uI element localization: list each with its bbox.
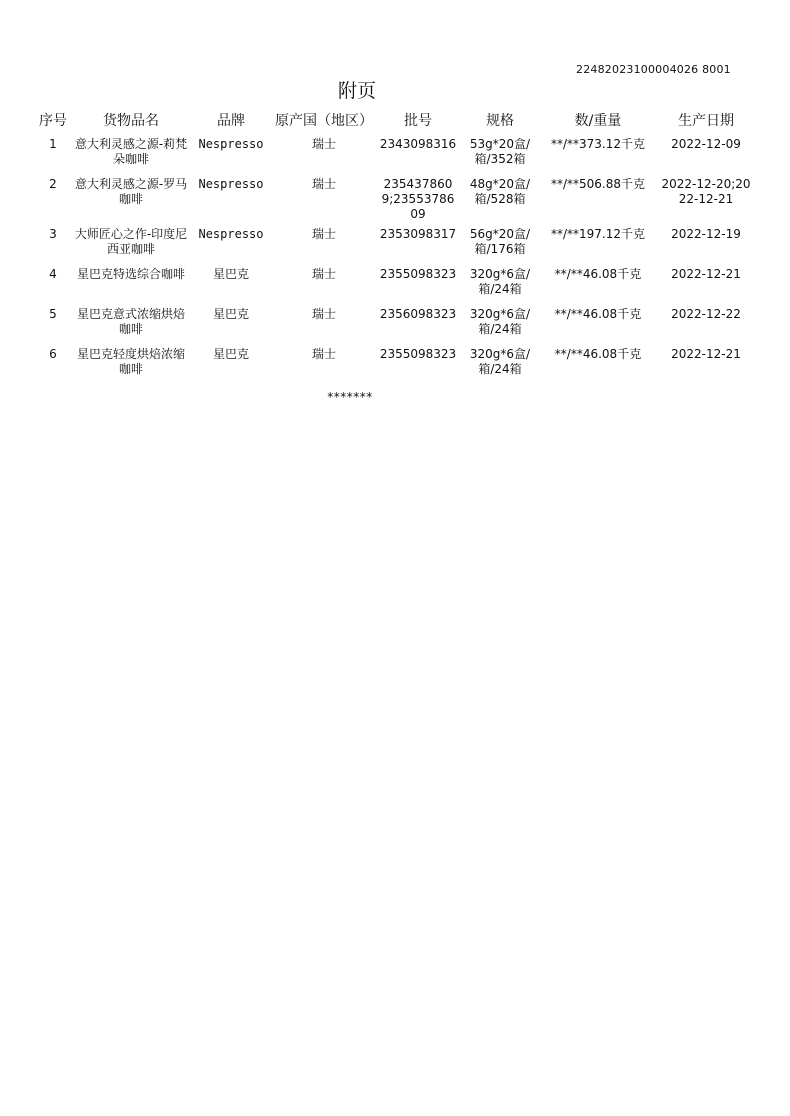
row-quantity: **/**197.12千克 (550, 227, 646, 241)
document-number: 22482023100004026 8001 (576, 63, 731, 76)
page-title: 附页 (337, 80, 376, 102)
row-origin: 瑞士 (311, 227, 336, 241)
table-row (34, 302, 756, 342)
row-production-date: 2022-12-21 (671, 267, 741, 281)
row-spec: 320g*6盒/箱/24箱 (469, 307, 531, 336)
row-goods-name: 大师匠心之作-印度尼西亚咖啡 (74, 227, 188, 256)
row-goods-name: 星巴克意式浓缩烘焙咖啡 (76, 307, 185, 336)
table-header-row (34, 108, 756, 132)
row-seq: 2 (49, 177, 57, 191)
row-seq: 5 (49, 307, 57, 321)
row-seq: 1 (49, 137, 57, 151)
row-brand: 星巴克 (212, 307, 249, 321)
row-brand: 星巴克 (212, 267, 249, 281)
row-goods-name: 星巴克特选综合咖啡 (76, 267, 185, 281)
table-row (34, 342, 756, 382)
table-row (34, 222, 756, 262)
column-header-origin: 原产国（地区） (275, 113, 373, 129)
row-batch: 2355098323 (379, 347, 457, 361)
row-quantity: **/**506.88千克 (550, 177, 646, 191)
row-quantity: **/**46.08千克 (554, 347, 642, 361)
column-header-production-date: 生产日期 (678, 113, 734, 129)
row-production-date: 2022-12-22 (671, 307, 741, 321)
row-batch: 2353098317 (379, 227, 457, 241)
row-origin: 瑞士 (311, 267, 336, 281)
column-header-quantity: 数/重量 (574, 113, 622, 129)
column-header-brand: 品牌 (217, 113, 245, 129)
row-brand: Nespresso (198, 177, 264, 191)
row-production-date: 2022-12-21 (671, 347, 741, 361)
row-batch: 2356098323 (379, 307, 457, 321)
row-origin: 瑞士 (311, 307, 336, 321)
row-quantity: **/**46.08千克 (554, 267, 642, 281)
row-production-date: 2022-12-09 (671, 137, 741, 151)
row-spec: 320g*6盒/箱/24箱 (469, 267, 531, 296)
row-spec: 48g*20盒/箱/528箱 (469, 177, 531, 206)
row-spec: 320g*6盒/箱/24箱 (469, 347, 531, 376)
row-production-date: 2022-12-19 (671, 227, 741, 241)
column-header-goods-name: 货物品名 (103, 113, 159, 129)
row-batch: 2354378609;2355378609 (381, 177, 455, 221)
row-origin: 瑞士 (311, 177, 336, 191)
row-quantity: **/**373.12千克 (550, 137, 646, 151)
row-goods-name: 意大利灵感之源-罗马咖啡 (74, 177, 188, 206)
column-header-spec: 规格 (486, 113, 514, 129)
row-quantity: **/**46.08千克 (554, 307, 642, 321)
row-production-date: 2022-12-20;2022-12-21 (661, 177, 751, 206)
goods-table (34, 108, 756, 382)
row-origin: 瑞士 (311, 137, 336, 151)
row-batch: 2355098323 (379, 267, 457, 281)
column-header-seq: 序号 (39, 113, 67, 129)
row-spec: 53g*20盒/箱/352箱 (469, 137, 531, 166)
row-goods-name: 星巴克轻度烘焙浓缩咖啡 (76, 347, 185, 376)
row-seq: 3 (49, 227, 57, 241)
row-seq: 4 (49, 267, 57, 281)
row-brand: Nespresso (198, 227, 264, 241)
row-origin: 瑞士 (311, 347, 336, 361)
row-brand: Nespresso (198, 137, 264, 151)
row-brand: 星巴克 (212, 347, 249, 361)
end-of-list-mark: ******* (327, 390, 373, 404)
row-batch: 2343098316 (379, 137, 457, 151)
row-goods-name: 意大利灵感之源-莉梵朵咖啡 (74, 137, 188, 166)
row-spec: 56g*20盒/箱/176箱 (469, 227, 531, 256)
table-row (34, 132, 756, 172)
column-header-batch: 批号 (404, 113, 432, 129)
row-seq: 6 (49, 347, 57, 361)
table-row (34, 172, 756, 222)
table-row (34, 262, 756, 302)
